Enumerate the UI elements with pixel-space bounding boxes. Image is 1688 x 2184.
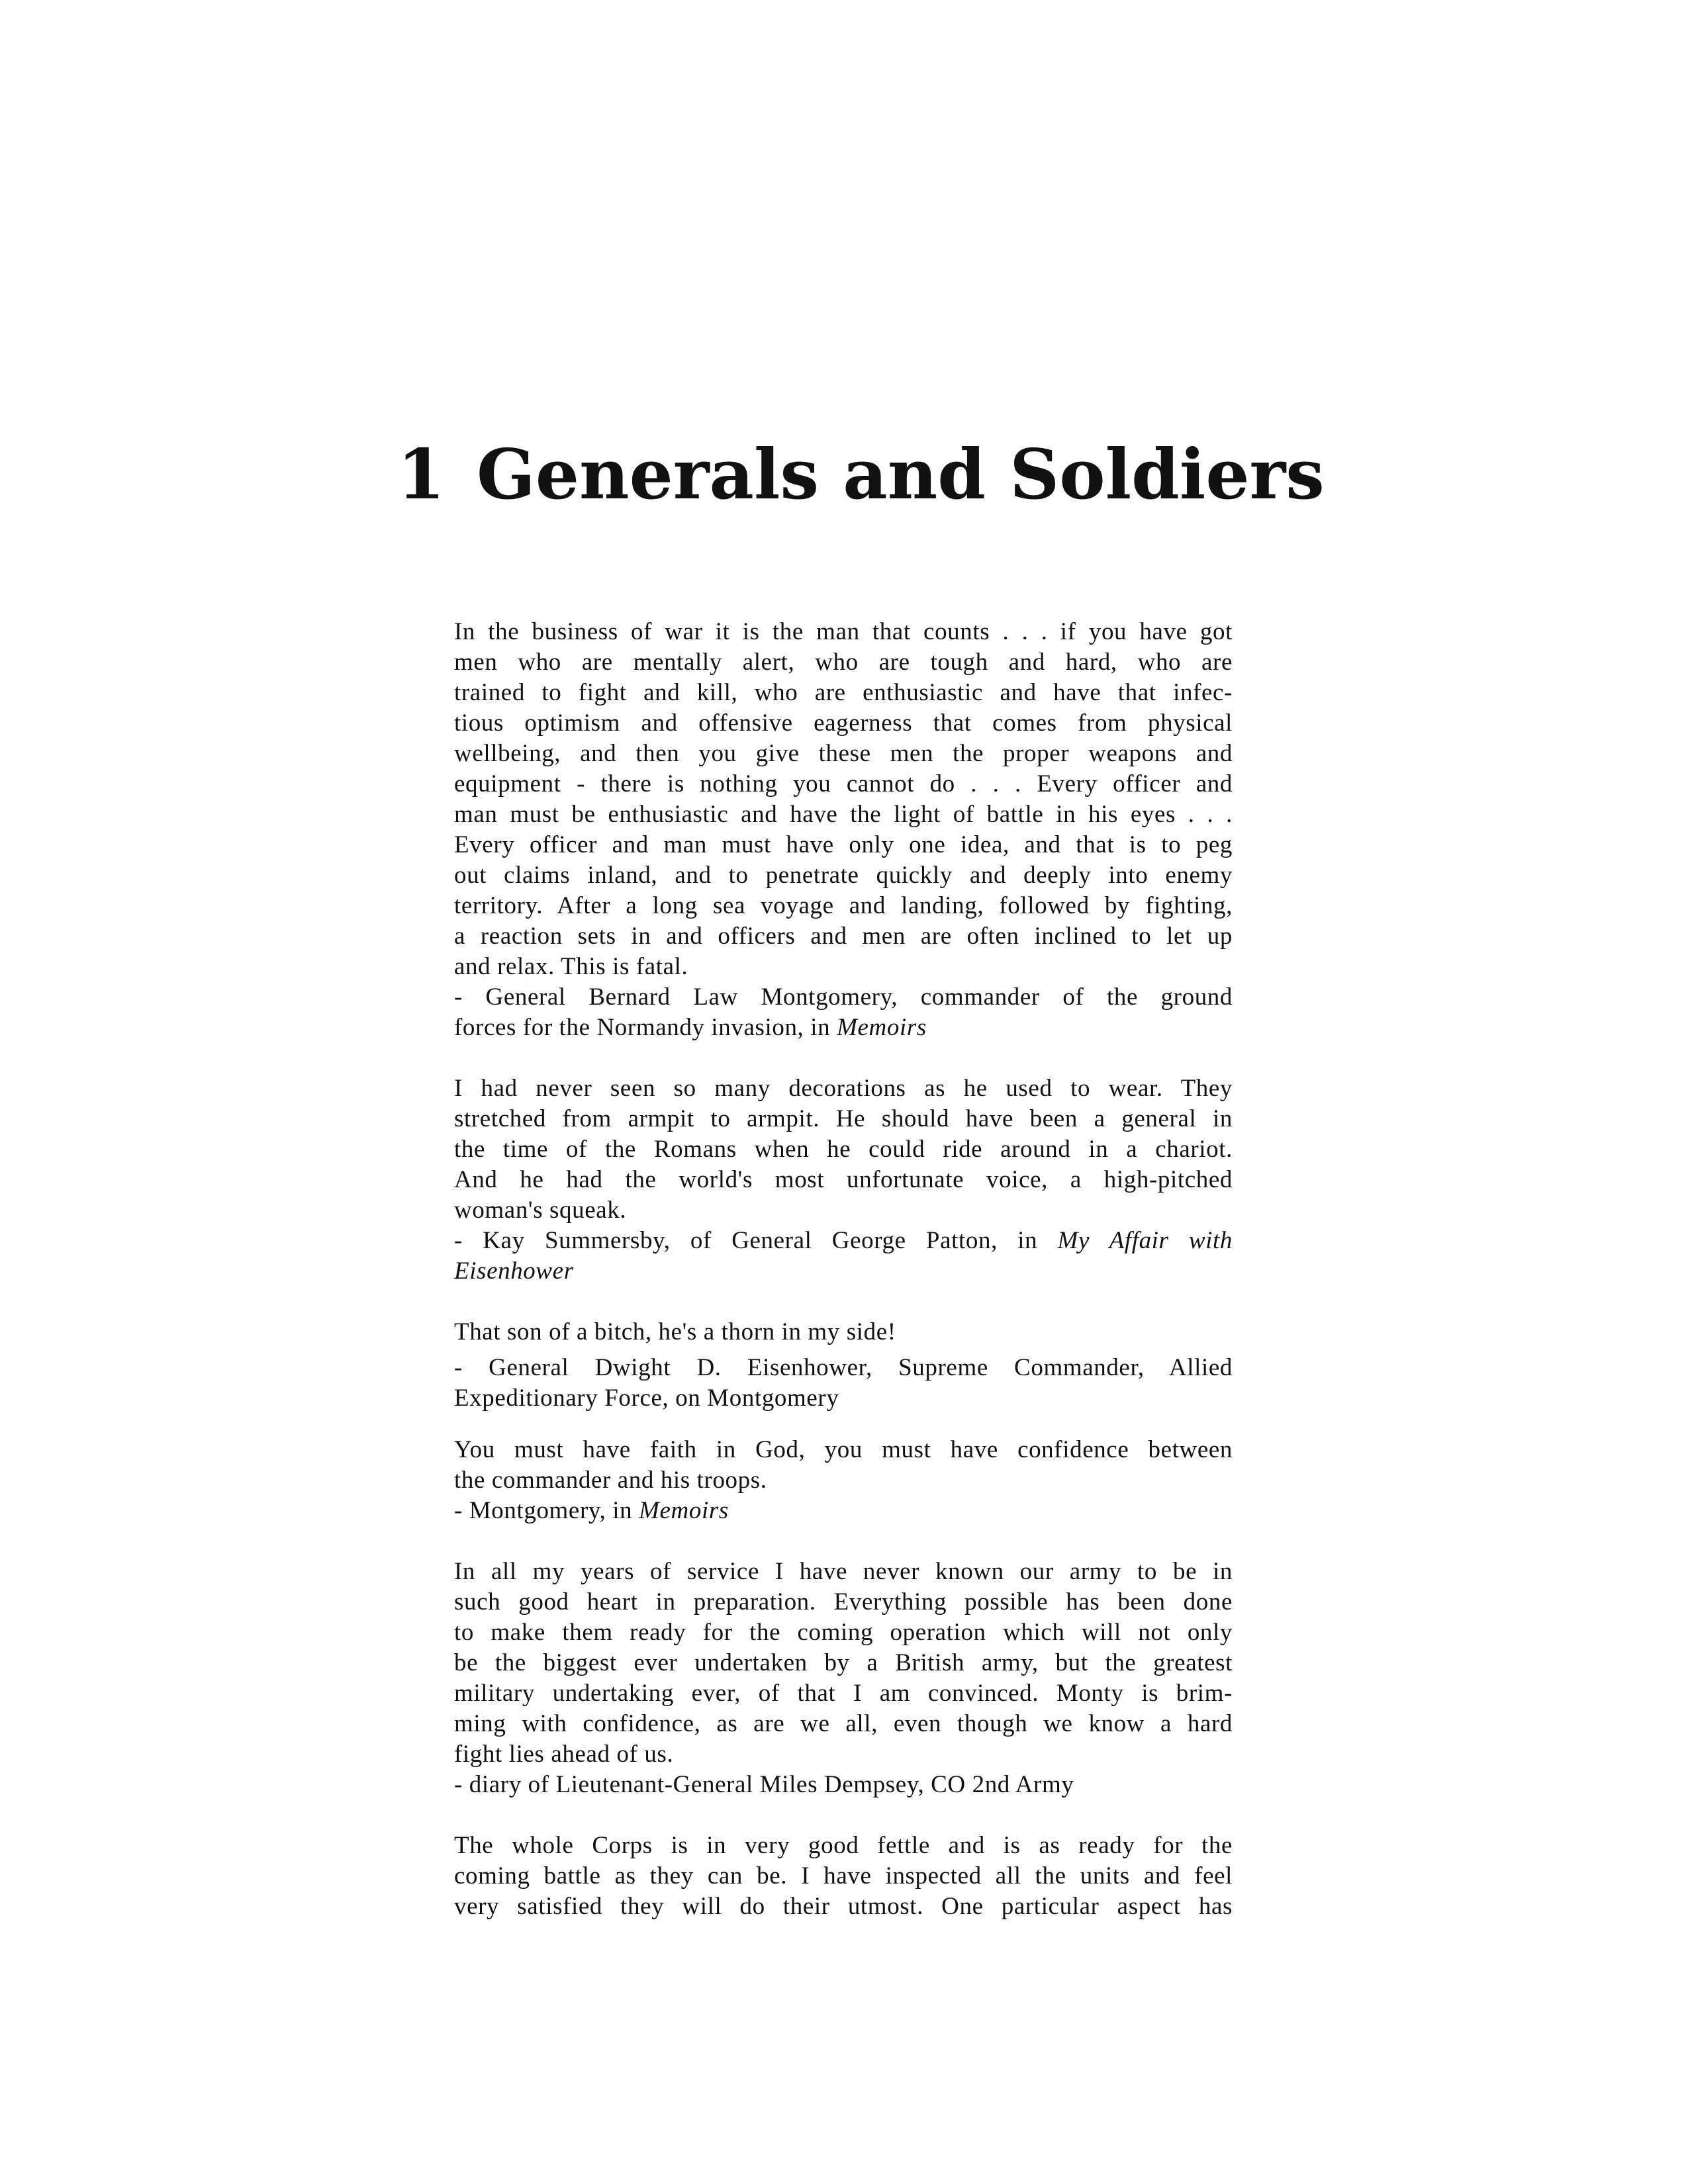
quote-line: stretched from armpit to armpit. He should have been a general in xyxy=(454,1105,1233,1132)
quote-line: man must be enthusiastic and have the light of battle in his eyes . . . xyxy=(454,801,1233,828)
quote-line: Every officer and man must have only one idea, and that is to peg xyxy=(454,831,1233,858)
quote-line: trained to fight and kill, who are enthusiastic and have that infec- xyxy=(454,679,1233,706)
quotes-section xyxy=(454,617,1233,1922)
quote-line: very satisfied they will do their utmost. One particular aspect has xyxy=(454,1893,1233,1920)
attribution-text: forces for the Normandy invasion, in xyxy=(454,1014,837,1041)
quote-text xyxy=(454,1317,1233,1347)
quote-line: fight lies ahead of us. xyxy=(454,1741,674,1768)
quote-block-eisenhower xyxy=(454,1317,1233,1414)
quote-attribution xyxy=(454,1353,1233,1414)
quote-text xyxy=(454,1557,1233,1770)
quote-line: wellbeing, and then you give these men the proper weapons and xyxy=(454,740,1233,767)
quote-text xyxy=(454,617,1233,982)
quote-attribution xyxy=(454,1770,1233,1800)
quote-line: the time of the Romans when he could ride around in a chariot. xyxy=(454,1136,1233,1163)
chapter-heading xyxy=(397,433,1325,515)
chapter-number: 1 xyxy=(397,433,445,515)
quote-line: territory. After a long sea voyage and landing, followed by fighting, xyxy=(454,892,1233,919)
quote-line: equipment - there is nothing you cannot do . . . Every officer and xyxy=(454,770,1233,797)
attribution-line: - General Bernard Law Montgomery, commander of the ground xyxy=(454,983,1233,1011)
quote-block-dempsey xyxy=(454,1557,1233,1800)
attribution-line xyxy=(454,1496,1233,1526)
attribution-line: - diary of Lieutenant-General Miles Dempsey, CO 2nd Army xyxy=(454,1771,1074,1798)
quote-attribution xyxy=(454,982,1233,1043)
attribution-line: - General Dwight D. Eisenhower, Supreme Commander, Allied xyxy=(454,1354,1233,1381)
quote-block-corps xyxy=(454,1831,1233,1922)
quote-line: ming with confidence, as are we all, even though we know a hard xyxy=(454,1710,1233,1737)
quote-attribution xyxy=(454,1496,1233,1526)
quote-block-montgomery xyxy=(454,617,1233,1043)
quote-line: The whole Corps is in very good fettle and is as ready for the xyxy=(454,1832,1233,1859)
chapter-title: Generals and Soldiers xyxy=(477,433,1325,515)
quote-line: In all my years of service I have never known our army to be in xyxy=(454,1558,1233,1585)
quote-line: the commander and his troops. xyxy=(454,1467,767,1494)
quote-line: be the biggest ever undertaken by a British army, but the greatest xyxy=(454,1649,1233,1676)
quote-text xyxy=(454,1073,1233,1226)
quote-text xyxy=(454,1831,1233,1922)
quote-line: military undertaking ever, of that I am convinced. Monty is brim- xyxy=(454,1680,1233,1707)
quote-line: a reaction sets in and officers and men are often inclined to let up xyxy=(454,923,1233,950)
quote-text xyxy=(454,1435,1233,1496)
quote-line: to make them ready for the coming operation which will not only xyxy=(454,1619,1233,1646)
quote-line: coming battle as they can be. I have inspected all the units and feel xyxy=(454,1862,1233,1889)
attribution-line: Expeditionary Force, on Montgomery xyxy=(454,1385,839,1412)
quote-line: tious optimism and offensive eagerness that comes from physical xyxy=(454,709,1233,737)
quote-attribution xyxy=(454,1226,1233,1287)
attribution-line xyxy=(454,1013,1233,1043)
quote-line: I had never seen so many decorations as he used to wear. They xyxy=(454,1075,1233,1102)
work-title: Memoirs xyxy=(837,1014,927,1041)
attribution-text: - Kay Summersby, of General George Patton, in xyxy=(454,1227,1058,1254)
quote-block-summersby xyxy=(454,1073,1233,1287)
quote-line: woman's squeak. xyxy=(454,1197,627,1224)
work-title: Memoirs xyxy=(639,1497,729,1524)
quote-line: And he had the world's most unfortunate voice, a high-pitched xyxy=(454,1166,1233,1193)
quote-line: men who are mentally alert, who are tough and hard, who are xyxy=(454,649,1233,676)
quote-block-montgomery-faith xyxy=(454,1435,1233,1526)
work-title: My Affair with xyxy=(1057,1227,1233,1254)
attribution-text: - Montgomery, in xyxy=(454,1497,639,1524)
quote-line: out claims inland, and to penetrate quickly and deeply into enemy xyxy=(454,862,1233,889)
attribution-line xyxy=(454,1256,1233,1287)
work-title: Eisenhower xyxy=(454,1257,574,1285)
quote-line: That son of a bitch, he's a thorn in my side! xyxy=(454,1318,896,1345)
quote-line: and relax. This is fatal. xyxy=(454,953,688,980)
quote-line: You must have faith in God, you must have confidence between xyxy=(454,1436,1233,1463)
quote-line: such good heart in preparation. Everything possible has been done xyxy=(454,1588,1233,1615)
quote-line: In the business of war it is the man that counts . . . if you have got xyxy=(454,618,1233,645)
attribution-line xyxy=(454,1226,1233,1256)
